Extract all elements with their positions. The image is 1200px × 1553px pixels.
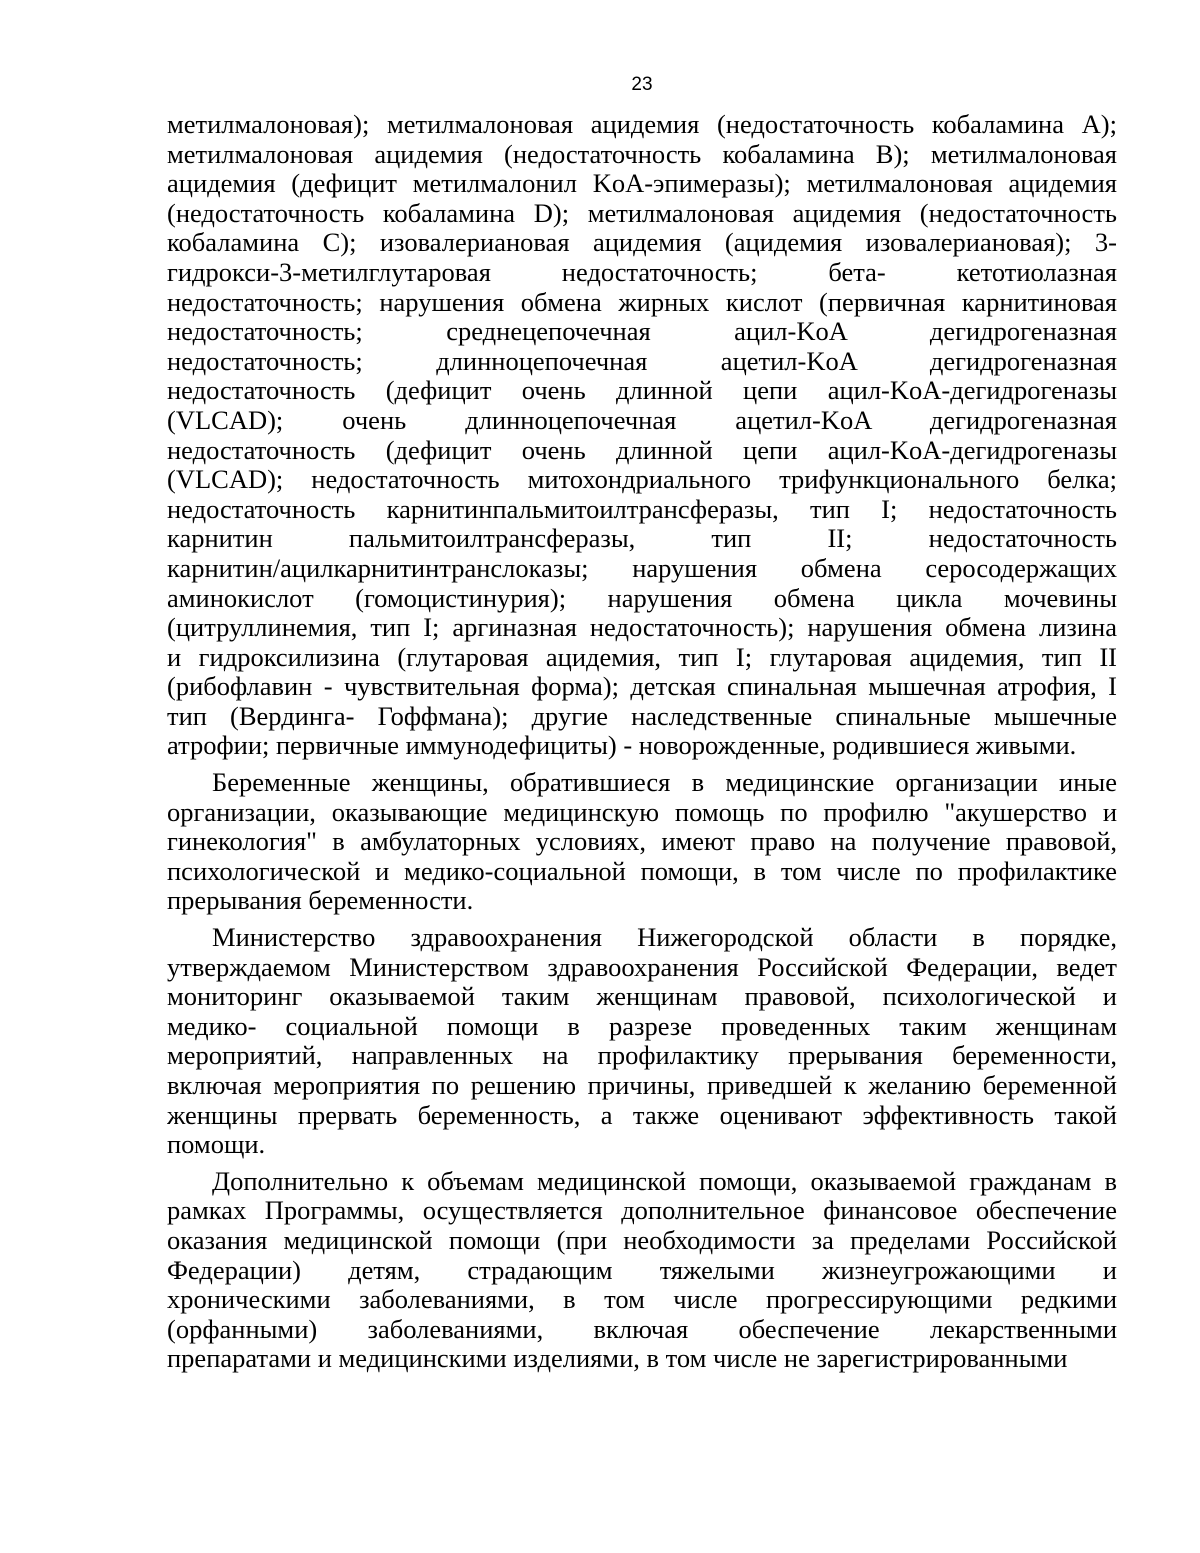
page-number: 23 bbox=[631, 74, 653, 95]
text-line: (цитруллинемия, тип I; аргиназная недостаточность); нарушения обмена лизина bbox=[167, 613, 1117, 643]
text-line: (VLCAD); очень длинноцепочечная ацетил-KoA дегидрогеназная bbox=[167, 405, 1117, 435]
text-line: (недостаточность кобаламина D); метилмалоновая ацидемия (недостаточность bbox=[167, 198, 1117, 228]
text-line: Министерство здравоохранения Нижегородской области в порядке, bbox=[212, 923, 1117, 953]
paragraph-1 bbox=[167, 110, 1117, 761]
paragraph-3 bbox=[167, 923, 1117, 1160]
text-line: недостаточность; среднецепочечная ацил-KoA дегидрогеназная bbox=[167, 317, 1117, 347]
text-line: Беременные женщины, обратившиеся в медицинские организации иные bbox=[212, 768, 1117, 798]
text-line: и гидроксилизина (глутаровая ацидемия, тип I; глутаровая ацидемия, тип II bbox=[167, 642, 1117, 672]
text-line: гидрокси-3-метилглутаровая недостаточность; бета- кетотиолазная bbox=[167, 257, 1117, 287]
text-line: тип (Вердинга- Гоффмана); другие наследственные спинальные мышечные bbox=[167, 701, 1117, 731]
text-line: недостаточность карнитинпальмитоилтрансферазы, тип I; недостаточность bbox=[167, 494, 1117, 524]
text-line: Федерации) детям, страдающим тяжелыми жизнеугрожающими и bbox=[167, 1255, 1117, 1285]
text-line: недостаточность; нарушения обмена жирных кислот (первичная карнитиновая bbox=[167, 287, 1117, 317]
text-line: утверждаемом Министерством здравоохранения Российской Федерации, ведет bbox=[167, 952, 1117, 982]
text-line: гинекология" в амбулаторных условиях, имеют право на получение правовой, bbox=[167, 827, 1117, 857]
text-line: включая мероприятия по решению причины, приведшей к желанию беременной bbox=[167, 1071, 1117, 1100]
text-line: недостаточность (дефицит очень длинной цепи ацил-KoA-дегидрогеназы bbox=[167, 376, 1117, 406]
text-line: метилмалоновая); метилмалоновая ацидемия (недостаточность кобаламина A); bbox=[167, 110, 1117, 139]
text-line: кобаламина C); изовалериановая ацидемия (ацидемия изовалериановая); 3- bbox=[167, 228, 1117, 258]
text-line: организации, оказывающие медицинскую помощь по профилю "акушерство и bbox=[167, 797, 1117, 827]
text-line: медико- социальной помощи в разрезе проведенных таким женщинам bbox=[167, 1011, 1117, 1041]
text-line: аминокислот (гомоцистинурия); нарушения обмена цикла мочевины bbox=[167, 583, 1117, 613]
text-line: недостаточность; длинноцепочечная ацетил-KoA дегидрогеназная bbox=[167, 346, 1117, 376]
text-line: хроническими заболеваниями, в том числе прогрессирующими редкими bbox=[167, 1285, 1117, 1315]
text-line: карнитин/ацилкарнитинтранслоказы; нарушения обмена серосодержащих bbox=[167, 553, 1117, 583]
text-line: прерывания беременности. bbox=[167, 886, 474, 916]
text-line: ацидемия (дефицит метилмалонил KoA-эпимеразы); метилмалоновая ацидемия bbox=[167, 169, 1117, 199]
paragraph-4 bbox=[167, 1167, 1117, 1374]
text-line: Дополнительно к объемам медицинской помощи, оказываемой гражданам в bbox=[212, 1166, 1117, 1196]
text-line: (VLCAD); недостаточность митохондриального трифункционального белка; bbox=[167, 465, 1117, 495]
text-line: рамках Программы, осуществляется дополнительное финансовое обеспечение bbox=[167, 1196, 1117, 1226]
text-line: атрофии; первичные иммунодефициты) - новорожденные, родившиеся живыми. bbox=[167, 731, 1077, 761]
text-line: (рибофлавин - чувствительная форма); детская спинальная мышечная атрофия, I bbox=[167, 672, 1117, 702]
text-line: мониторинг оказываемой таким женщинам правовой, психологической и bbox=[167, 982, 1117, 1012]
document-body bbox=[167, 110, 1117, 1374]
text-line: карнитин пальмитоилтрансферазы, тип II; недостаточность bbox=[167, 524, 1117, 554]
text-line: психологической и медико-социальной помощи, в том числе по профилактике bbox=[167, 856, 1117, 886]
text-line: помощи. bbox=[167, 1130, 266, 1160]
text-line: (орфанными) заболеваниями, включая обеспечение лекарственными bbox=[167, 1314, 1117, 1344]
text-line: недостаточность (дефицит очень длинной цепи ацил-KoA-дегидрогеназы bbox=[167, 435, 1117, 465]
text-line: мероприятий, направленных на профилактику прерывания беременности, bbox=[167, 1041, 1117, 1071]
text-line: женщины прервать беременность, а также оценивают эффективность такой bbox=[167, 1100, 1117, 1130]
paragraph-2 bbox=[167, 768, 1117, 916]
text-line: метилмалоновая ацидемия (недостаточность кобаламина B); метилмалоновая bbox=[167, 139, 1117, 169]
text-line: препаратами и медицинскими изделиями, в том числе не зарегистрированными bbox=[167, 1344, 1068, 1374]
text-line: оказания медицинской помощи (при необходимости за пределами Российской bbox=[167, 1225, 1117, 1255]
